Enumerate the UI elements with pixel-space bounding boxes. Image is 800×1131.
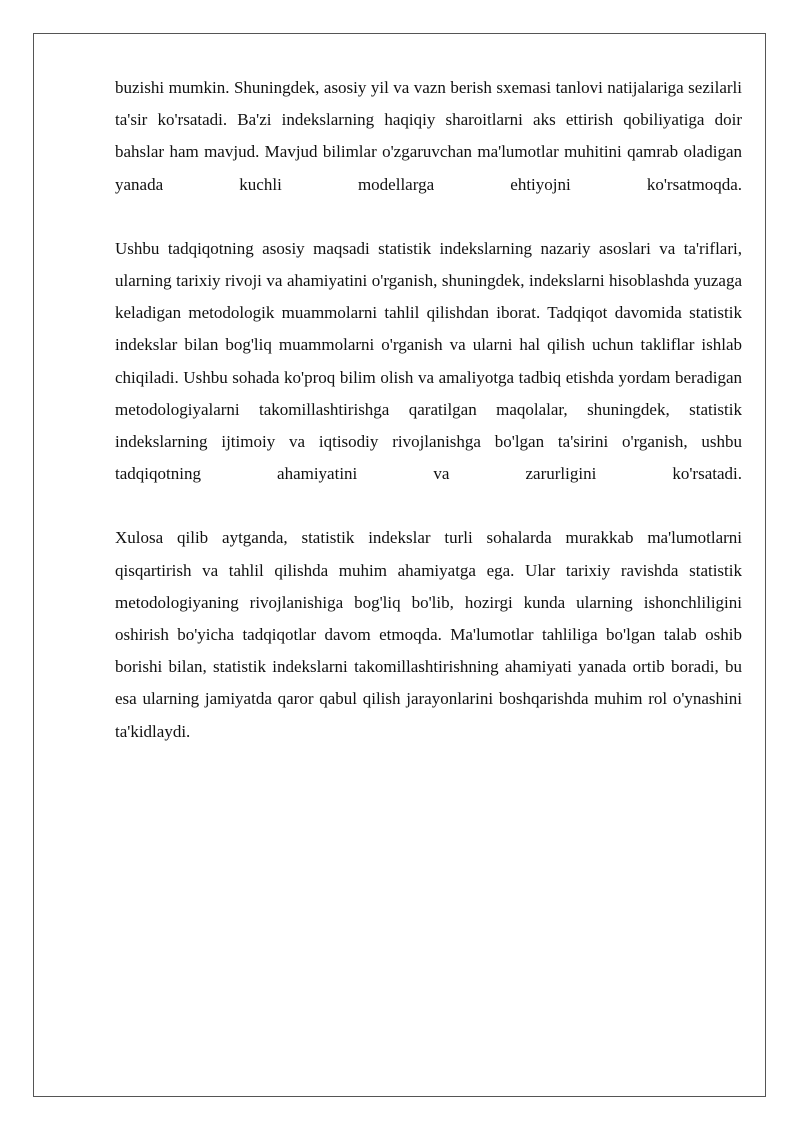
- paragraph-1: buzishi mumkin. Shuningdek, asosiy yil va vazn berish sxemasi tanlovi natijalariga sezilarli ta'sir ko'rsatadi. Ba'zi indekslarning haqiqiy sharoitlarni aks ettirish qobiliyatiga doir bahslar ham mavjud. Mavjud bilimlar o'zgaruvchan ma'lumotlar muhitini qamrab oladigan yanada kuchli modellarga ehtiyojni ko'rsatmoqda.: [115, 78, 742, 194]
- document-body: [115, 72, 742, 748]
- paragraph-2: Ushbu tadqiqotning asosiy maqsadi statistik indekslarning nazariy asoslari va ta'riflari, ularning tarixiy rivoji va ahamiyatini o'rganish, shuningdek, indekslarni hisoblashda yuzaga keladigan metodologik muammolarni tahlil qilishdan iborat. Tadqiqot davomida statistik indekslar bilan bog'liq muammolarni o'rganish va ularni hal qilish uchun takliflar ishlab chiqiladi. Ushbu sohada ko'proq bilim olish va amaliyotga tadbiq etishda yordam beradigan metodologiyalarni takomillashtirishga qaratilgan maqolalar, shuningdek, statistik indekslarning ijtimoiy va iqtisodiy rivojlanishga bo'lgan ta'sirini o'rganish, ushbu tadqiqotning ahamiyatini va zarurligini ko'rsatadi.: [115, 238, 742, 484]
- paragraph-3: Xulosa qilib aytganda, statistik indekslar turli sohalarda murakkab ma'lumotlarni qisqartirish va tahlil qilishda muhim ahamiyatga ega. Ular tarixiy ravishda statistik metodologiyaning rivojlanishiga bog'liq bo'lib, hozirgi kunda ularning ishonchliligini oshirish bo'yicha tadqiqotlar davom etmoqda. Ma'lumotlar tahliliga bo'lgan talab oshib borishi bilan, statistik indekslarni takomillashtirishning ahamiyati yanada ortib boradi, bu esa ularning jamiyatda qaror qabul qilish jarayonlarini boshqarishda muhim rol o'ynashini ta'kidlaydi.: [115, 528, 742, 741]
